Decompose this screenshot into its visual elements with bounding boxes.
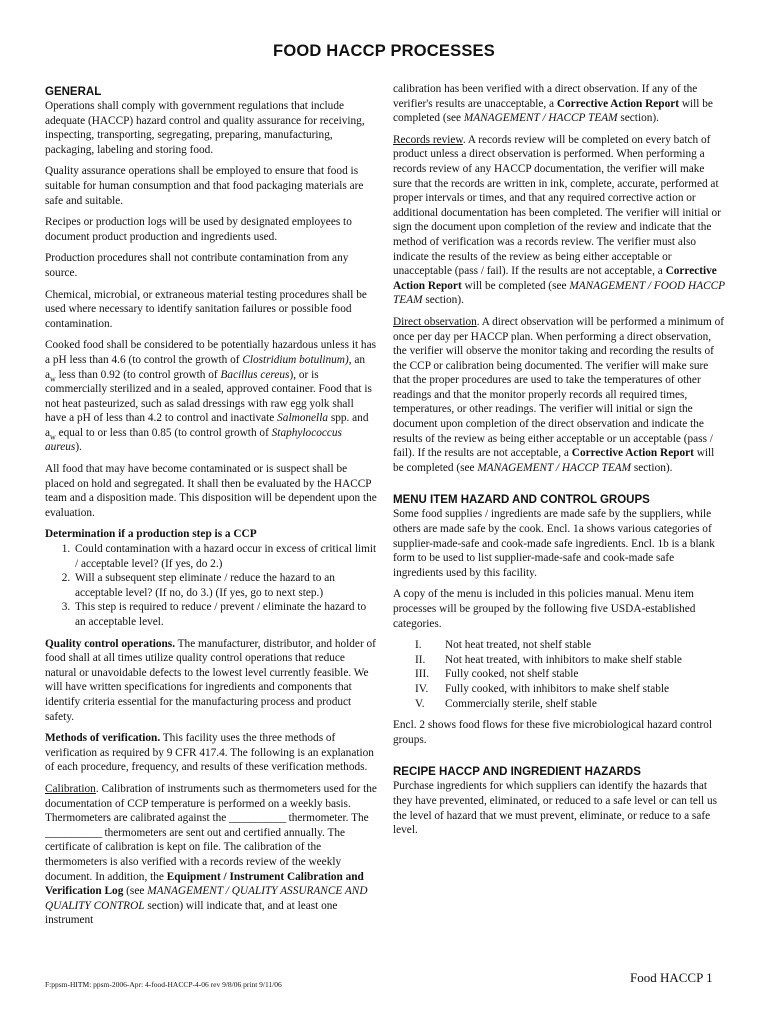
list-item: IV. Fully cooked, with inhibitors to make shelf stable — [415, 682, 670, 695]
general-paragraph-2: Quality assurance operations shall be employed to ensure that food is suitable for human consumption and that food packaging materials are safe and suitable. — [45, 165, 364, 207]
list-item: II. Not heat treated, with inhibitors to make shelf stable — [415, 653, 682, 666]
recipe-heading: RECIPE HACCP AND INGREDIENT HAZARDS — [393, 766, 641, 779]
general-paragraph-7: All food that may have become contaminated or is suspect shall be placed on hold and segregated. It shall then be evaluated by the HACCP team and a disposition made. This disposition will be dependent upon the evaluation. — [45, 463, 377, 519]
general-paragraph-5: Chemical, microbial, or extraneous material testing procedures shall be used where necessary to identify sanitation failures or possible food contamination. — [45, 288, 367, 330]
ccp-heading: Determination if a production step is a CCP — [45, 528, 257, 541]
recipe-paragraph-1: Purchase ingredients for which suppliers can identify the hazards that they have prevented, eliminated, or reduced to a safe level or can tell us the level of hazard that we must prevent, eliminate, or reduce to a safe level. — [393, 780, 718, 837]
footer-page-label: Food HACCP 1 — [630, 970, 713, 985]
calibration-continued: calibration has been verified with a direct observation. If any of the verifier's results are unacceptable, a Corrective Action Report will be completed (see MANAGEMENT / HACCP TEAM section). — [393, 83, 713, 125]
general-paragraph-6: Cooked food shall be considered to be potentially hazardous unless it has a pH less than 4.6 (to control the growth of Clostridium botulinum), an $a_w$ less than 0.92 (to control growth of Bacillus cereus), or is commercially sterilized and in a sealed, approved container. Food that is not heat pasteurized, such as salad dressings with raw egg yolk shall have a pH of less than 4.2 to control and inactivate Salmonella spp. and $a_w$ equal to or less than 0.85 (to control growth of Staphylococcus aureus). — [45, 339, 376, 454]
list-item: III. Fully cooked, not shelf stable — [415, 668, 579, 681]
menu-paragraph-3: Encl. 2 shows food flows for these five microbiological hazard control groups. — [393, 719, 713, 746]
list-item: 3. This step is required to reduce / prevent / eliminate the hazard to an acceptable level. — [73, 600, 377, 629]
quality-control-paragraph: Quality control operations. The manufacturer, distributor, and holder of food shall at all times utilize quality control operations that reduce natural or unavoidable defects to the lowest level currently feasible. We will have written specifications for ingredients and components that identify criteria essential for the manufacturing process and product safety. — [45, 637, 376, 723]
page-title: FOOD HACCP PROCESSES — [273, 42, 495, 60]
calibration-paragraph: Calibration. Calibration of instruments such as thermometers used for the documentation of CCP temperature is performed on a weekly basis. Thermometers are calibrated against the ___________ thermometer. The ___________ thermometers are sent out and certified annually. The certificate of calibration is kept on file. The calibration of the thermometers is also verified with a records review of the weekly document. In addition, the Equipment / Instrument Calibration and Verification Log (see MANAGEMENT / QUALITY ASSURANCE AND QUALITY CONTROL section) will indicate that, and at least one instrument — [45, 782, 377, 927]
menu-paragraph-2: A copy of the menu is included in this policies manual. Menu item processes will be grouped by the following five USDA-established categories. — [393, 588, 696, 630]
direct-observation-paragraph: Direct observation. A direct observation will be performed a minimum of once per day per HACCP plan. When performing a direct observation, the verifier will observe the monitor taking and recording the results of the CCP or calibration being documented. The verifier will make sure that the proper procedures are used to take the temperatures of other readings and that the monitor properly records all required times, temperatures, or other readings. The verifier will initial or sign the document upon completion of the direct observation and indicate the results of the review as being either acceptable or un acceptable (pass / fail). If the results are not acceptable, a Corrective Action Report will be completed (see MANAGEMENT / HACCP TEAM section). — [393, 315, 724, 474]
list-item: 2. Will a subsequent step eliminate / reduce the hazard to an acceptable level? (If no, do 3.) (If yes, go to next step.) — [73, 571, 377, 600]
general-paragraph-1: Operations shall comply with government regulations that include adequate (HACCP) hazard control and quality assurance for receiving, inspecting, transporting, segregating, preparing, manufacturing, packaging, labeling and storing food. — [45, 100, 365, 156]
hazard-groups-list — [393, 638, 725, 711]
footer-file-path: F:ppsm-HITM: ppsm-2006-Apr: 4-food-HACCP-4-06 rev 9/8/06 print 9/11/06 — [45, 980, 282, 989]
methods-of-verification-paragraph: Methods of verification. This facility uses the three methods of verification as required by 9 CFR 417.4. The following is an explanation of each procedure, frequency, and results of these verification methods. — [45, 732, 374, 774]
menu-paragraph-1: Some food supplies / ingredients are made safe by the suppliers, while others are made safe by the cook. Encl. 1a shows various categories of supplier-made-safe and cook-made safe ingredients. Encl. 1b is a blank form to be used to list supplier-made-safe and cook-made safe ingredients used by this facility. — [393, 508, 715, 579]
menu-heading: MENU ITEM HAZARD AND CONTROL GROUPS — [393, 494, 650, 507]
right-column — [393, 82, 725, 845]
list-item: 1. Could contamination with a hazard occur in excess of critical limit / acceptable level? (If yes, do 2.) — [73, 542, 377, 571]
records-review-paragraph: Records review. A records review will be completed on every batch of product unless a direct observation is performed. When performing a records review of any HACCP documentation, the verifier will make sure that the records are written in ink, complete, accurate, performed at proper intervals or times, and that any required corrective action or additional documentation has been completed. The verifier will initial or sign the document upon completion of the review and indicate that the method of verification was a records review. The verifier must also indicate the results of the review as being either acceptable or unacceptable (pass / fail). If the results are not acceptable, a Corrective Action Report will be completed (see MANAGEMENT / FOOD HACCP TEAM section). — [393, 133, 725, 307]
general-paragraph-3: Recipes or production logs will be used by designated employees to document product production and ingredients used. — [45, 216, 352, 243]
general-paragraph-4: Production procedures shall not contribute contamination from any source. — [45, 252, 349, 279]
general-heading: GENERAL — [45, 86, 102, 98]
ccp-steps-list — [45, 542, 377, 630]
left-column — [45, 85, 377, 935]
list-item: V. Commercially sterile, shelf stable — [415, 697, 597, 710]
list-item: I. Not heat treated, not shelf stable — [415, 639, 592, 652]
